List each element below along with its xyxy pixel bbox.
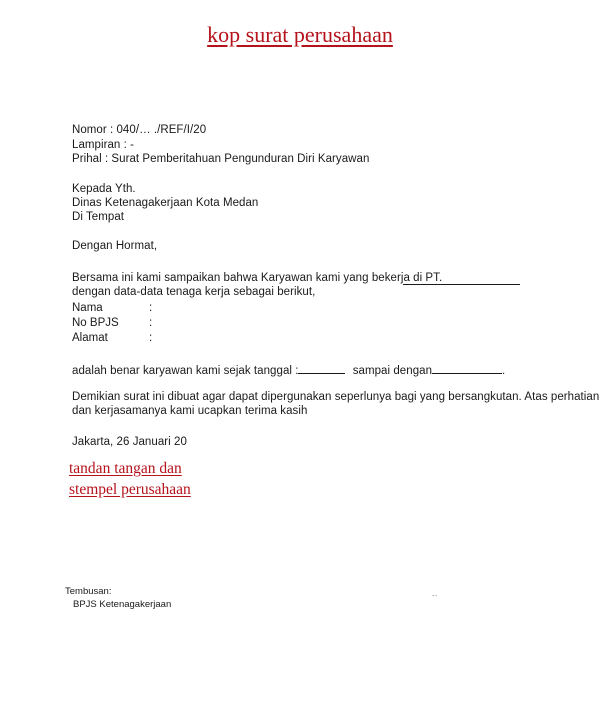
body-paragraph-line-2: dengan data-data tenaga kerja sebagai berikut, bbox=[72, 286, 316, 298]
field-colon: : bbox=[149, 317, 153, 329]
body-paragraph-line-1: Bersama ini kami sampaikan bahwa Karyawan kami yang bekerja di PT. bbox=[72, 272, 443, 284]
cc-label: Tembusan: bbox=[65, 586, 112, 597]
recipient-salutation: Kepada Yth. bbox=[72, 183, 136, 195]
end-date-blank bbox=[432, 362, 502, 374]
recipient-name: Dinas Ketenagakerjaan Kota Medan bbox=[72, 197, 259, 209]
field-colon: : bbox=[149, 302, 153, 314]
start-date-blank bbox=[298, 362, 345, 374]
greeting: Dengan Hormat, bbox=[72, 240, 158, 252]
field-label: Nama bbox=[72, 302, 103, 314]
employment-prefix: adalah benar karyawan kami sejak tanggal : bbox=[72, 365, 299, 377]
date-place: Jakarta, 26 Januari 20 bbox=[72, 436, 187, 448]
cc-item: BPJS Ketenagakerjaan bbox=[73, 599, 172, 610]
signature-note-line-1 bbox=[69, 460, 182, 478]
field-label: Alamat bbox=[72, 332, 108, 344]
letter-subject: Prihal : Surat Pemberitahuan Pengunduran Diri Karyawan bbox=[72, 153, 370, 165]
scan-speck: ˙˙ bbox=[432, 594, 438, 604]
letter-number: Nomor : 040/… ./REF/I/20 bbox=[72, 124, 207, 136]
employment-period-line bbox=[72, 362, 505, 377]
letter-attachment: Lampiran : - bbox=[72, 139, 134, 151]
closing-line-2: dan kerjasamanya kami ucapkan terima kasih bbox=[72, 405, 308, 417]
closing-line-1: Demikian surat ini dibuat agar dapat dipergunakan seperlunya bagi yang bersangkutan. Atas perhatian bbox=[72, 391, 600, 403]
signature-note-text-2: stempel perusahaan bbox=[69, 481, 191, 498]
recipient-place: Di Tempat bbox=[72, 211, 125, 223]
field-label: No BPJS bbox=[72, 317, 119, 329]
signature-note-line-2 bbox=[69, 481, 191, 499]
employment-suffix: . bbox=[502, 365, 506, 377]
signature-note-text-1: tandan tangan dan bbox=[69, 460, 182, 477]
company-name-blank bbox=[403, 273, 520, 285]
letterhead-title: kop surat perusahaan bbox=[207, 22, 393, 47]
field-colon: : bbox=[149, 332, 153, 344]
employment-middle: sampai dengan bbox=[352, 365, 433, 377]
